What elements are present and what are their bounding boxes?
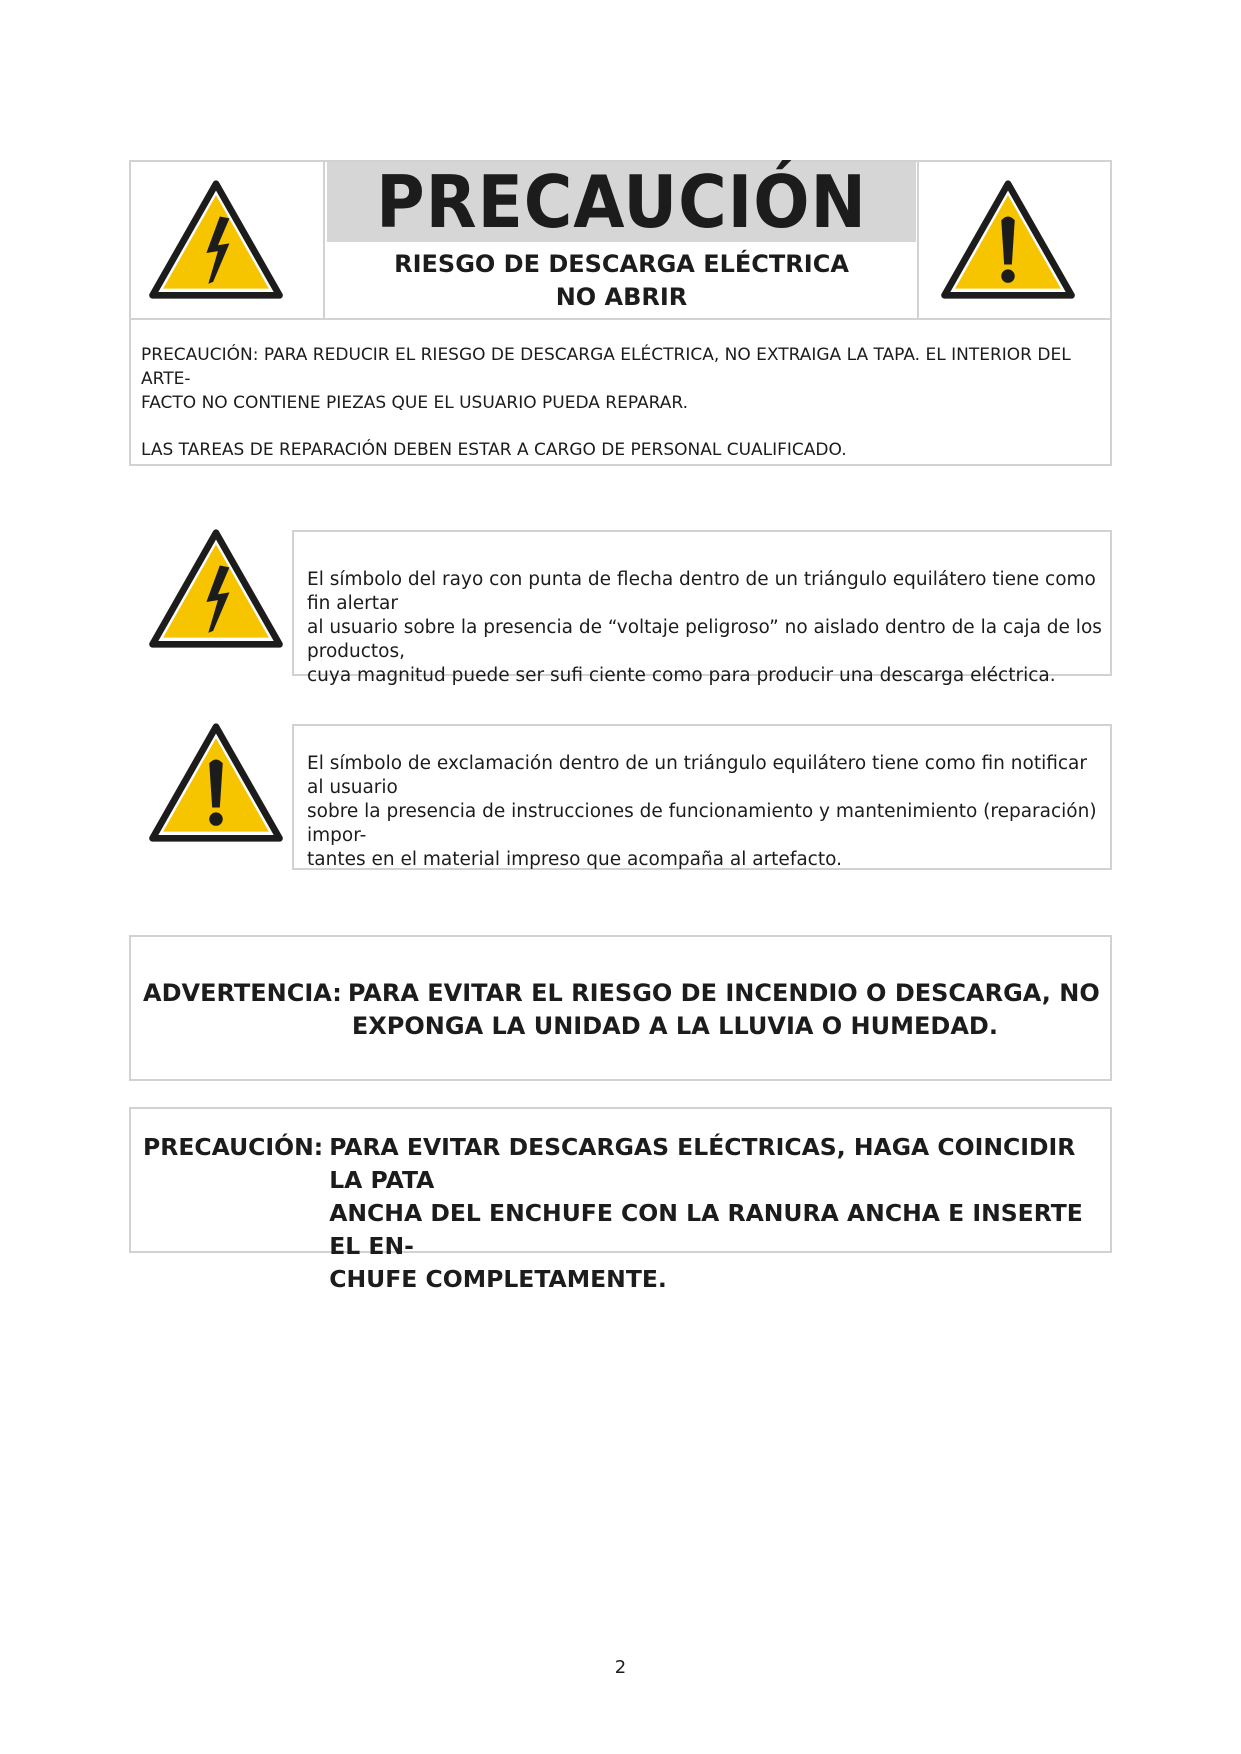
warning-line-2: EXPONGA LA UNIDAD A LA LLUVIA O HUMEDAD. (351, 1012, 998, 1040)
plug-caution-box (129, 1107, 1112, 1293)
subtitle-line-2: NO ABRIR (555, 283, 688, 311)
exclamation-symbol-box (292, 724, 1112, 870)
lightning-line-3: cuya magnitud puede ser sufi ciente como para producir una descarga eléctrica. (307, 665, 1056, 686)
warning-line-1: PARA EVITAR EL RIESGO DE INCENDIO O DESCARGA, NO (347, 979, 1100, 1007)
exclamation-line-3: tantes en el material impreso que acompaña al artefacto. (307, 849, 842, 870)
lightning-line-1: El símbolo del rayo con punta de flecha dentro de un triángulo equilátero tiene como fin alertar (307, 569, 1096, 614)
caution-notice-line-2: FACTO NO CONTIENE PIEZAS QUE EL USUARIO PUEDA REPARAR. (141, 393, 689, 413)
header-subtitle (327, 246, 916, 316)
caution-notice-line-1: PRECAUCIÓN: PARA REDUCIR EL RIESGO DE DESCARGA ELÉCTRICA, NO EXTRAIGA LA TAPA. EL INTERIOR DEL ARTE- (141, 345, 1071, 389)
lightning-line-2: al usuario sobre la presencia de “voltaje peligroso” no aislado dentro de la caja de los productos, (307, 617, 1102, 662)
exclamation-line-1: El símbolo de exclamación dentro de un triángulo equilátero tiene como fin notificar al usuario (307, 753, 1087, 798)
exclamation-line-2: sobre la presencia de instrucciones de funcionamiento y mantenimiento (reparación) impor- (307, 801, 1097, 846)
plug-caution-line-1: PARA EVITAR DESCARGAS ELÉCTRICAS, HAGA COINCIDIR LA PATA (329, 1133, 1076, 1194)
exclamation-warning-icon (146, 721, 286, 846)
warning-box (129, 935, 1112, 1081)
caution-notice-line-3: LAS TAREAS DE REPARACIÓN DEBEN ESTAR A CARGO DE PERSONAL CUALIFICADO. (141, 440, 847, 460)
page-title: PRECAUCIÓN (376, 160, 867, 244)
caution-notice (141, 343, 1101, 462)
page-number: 2 (614, 1657, 627, 1678)
subtitle-line-1: RIESGO DE DESCARGA ELÉCTRICA (394, 250, 849, 278)
plug-caution-line-2: ANCHA DEL ENCHUFE CON LA RANURA ANCHA E INSERTE EL EN- (329, 1199, 1083, 1260)
plug-caution-line-3: CHUFE COMPLETAMENTE. (329, 1265, 667, 1293)
header-divider (129, 318, 1112, 320)
title-band (327, 162, 916, 242)
electric-shock-warning-icon (146, 527, 286, 652)
electric-shock-warning-icon (146, 178, 286, 303)
plug-caution-label: PRECAUCIÓN: (143, 1133, 324, 1161)
warning-label: ADVERTENCIA: (143, 979, 342, 1007)
lightning-symbol-box (292, 530, 1112, 686)
exclamation-warning-icon (938, 178, 1078, 303)
